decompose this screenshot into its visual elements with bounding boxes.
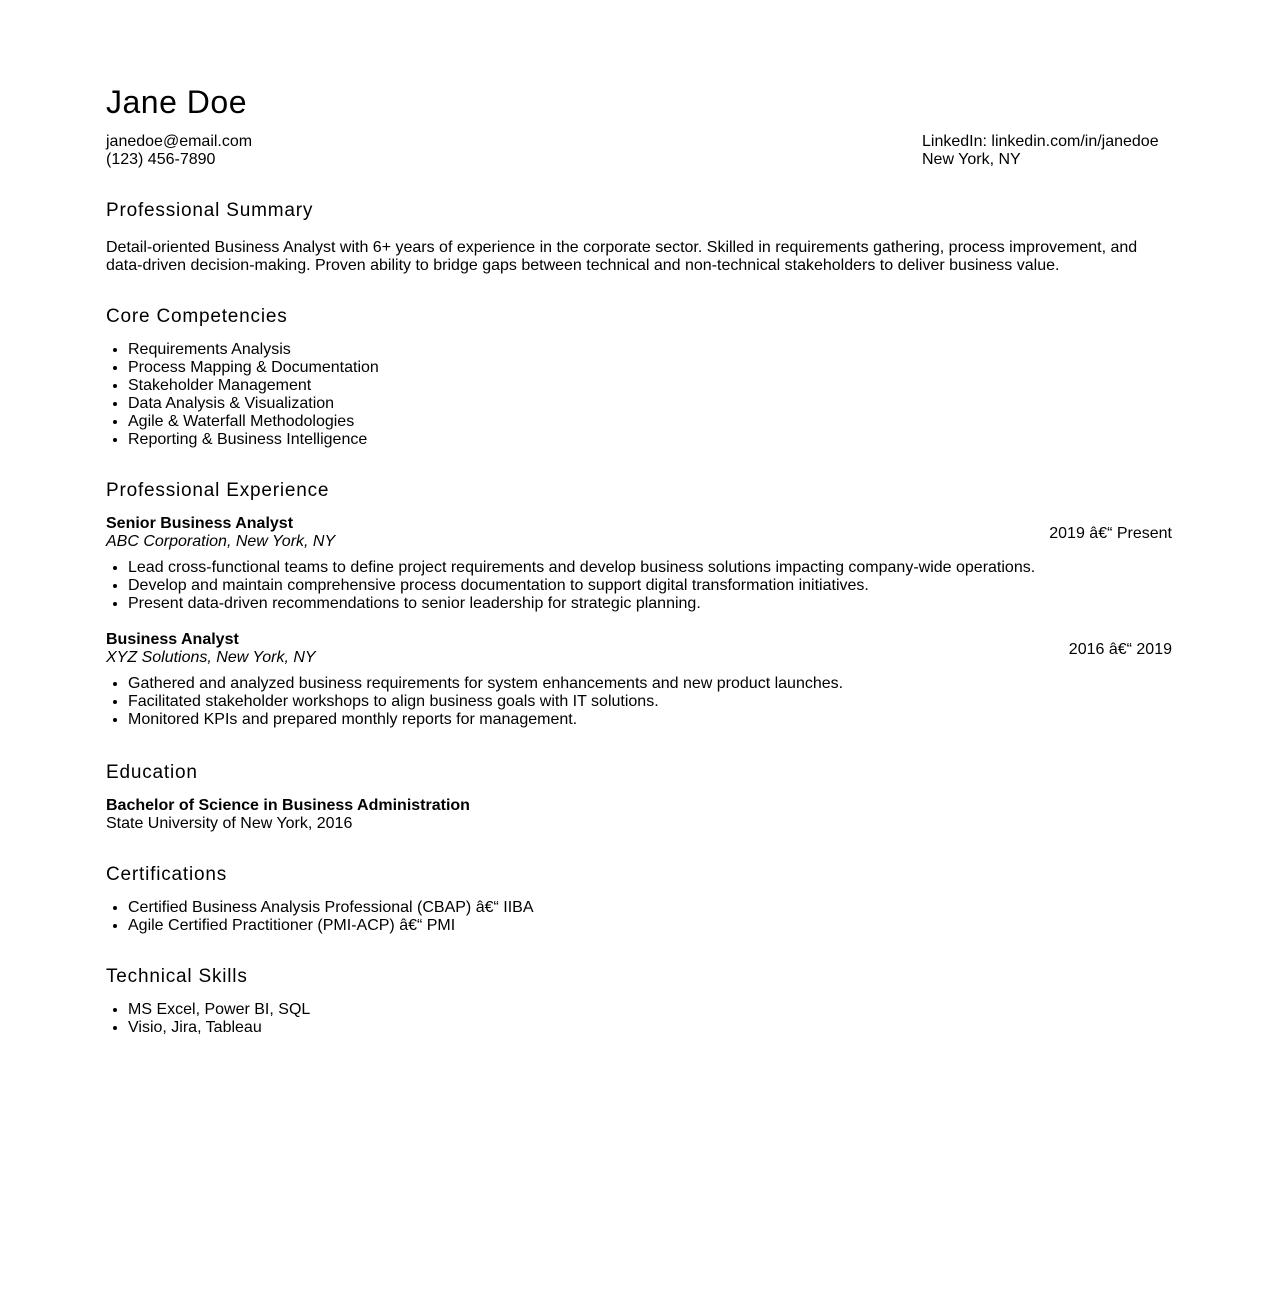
list-item: • Stakeholder Management bbox=[128, 377, 1194, 395]
skills-heading: Technical Skills bbox=[106, 966, 248, 987]
certifications-list bbox=[106, 899, 1194, 935]
list-item: • Develop and maintain comprehensive process documentation to support digital transformation initiatives. bbox=[128, 577, 1172, 595]
list-item: • Requirements Analysis bbox=[128, 341, 1194, 359]
job-title: Senior Business Analyst bbox=[106, 515, 294, 532]
list-item: • Certified Business Analysis Professional (CBAP) â€“ IIBA bbox=[128, 899, 1194, 917]
candidate-name: Jane Doe bbox=[106, 84, 247, 120]
list-item: • Facilitated stakeholder workshops to align business goals with IT solutions. bbox=[128, 693, 1172, 711]
list-item: • Reporting & Business Intelligence bbox=[128, 431, 1194, 449]
competencies-heading: Core Competencies bbox=[106, 306, 288, 327]
summary-heading: Professional Summary bbox=[106, 200, 314, 221]
job-entry bbox=[106, 631, 1172, 729]
job-dates: 2019 â€“ Present bbox=[1049, 525, 1172, 542]
list-item: • MS Excel, Power BI, SQL bbox=[128, 1001, 1194, 1019]
summary-text: Detail-oriented Business Analyst with 6+ years of experience in the corporate sector. Skilled in requirements gathering, process improvement, and data-driven decision-making. Proven ability to bridge gaps between technical and non-technical stakeholders to deliver business value. bbox=[106, 239, 1138, 274]
education-heading: Education bbox=[106, 762, 198, 783]
list-item: • Gathered and analyzed business requirements for system enhancements and new product launches. bbox=[128, 675, 1172, 693]
skills-list bbox=[106, 1001, 1194, 1037]
job-dates: 2016 â€“ 2019 bbox=[1068, 641, 1172, 658]
certifications-heading: Certifications bbox=[106, 864, 228, 885]
list-item: • Process Mapping & Documentation bbox=[128, 359, 1194, 377]
competencies-list bbox=[106, 341, 1194, 449]
email: janedoe@email.com bbox=[106, 133, 253, 150]
list-item: • Present data-driven recommendations to senior leadership for strategic planning. bbox=[128, 595, 1172, 613]
location: New York, NY bbox=[922, 151, 1021, 168]
job-entry bbox=[106, 515, 1172, 613]
list-item: • Agile & Waterfall Methodologies bbox=[128, 413, 1194, 431]
job-title: Business Analyst bbox=[106, 631, 239, 648]
job-company: XYZ Solutions, New York, NY bbox=[106, 649, 316, 666]
list-item: • Agile Certified Practitioner (PMI-ACP) â€“ PMI bbox=[128, 917, 1194, 935]
list-item: • Monitored KPIs and prepared monthly reports for management. bbox=[128, 711, 1172, 729]
education-entry bbox=[106, 797, 1172, 833]
list-item: • Data Analysis & Visualization bbox=[128, 395, 1194, 413]
experience-heading: Professional Experience bbox=[106, 480, 330, 501]
school: State University of New York, 2016 bbox=[106, 815, 353, 832]
phone: (123) 456-7890 bbox=[106, 151, 216, 168]
linkedin: LinkedIn: linkedin.com/in/janedoe bbox=[922, 133, 1159, 150]
degree: Bachelor of Science in Business Administration bbox=[106, 797, 470, 814]
job-company: ABC Corporation, New York, NY bbox=[106, 533, 336, 550]
list-item: • Visio, Jira, Tableau bbox=[128, 1019, 1194, 1037]
list-item: • Lead cross-functional teams to define project requirements and develop business solutions impacting company-wide operations. bbox=[128, 559, 1172, 577]
